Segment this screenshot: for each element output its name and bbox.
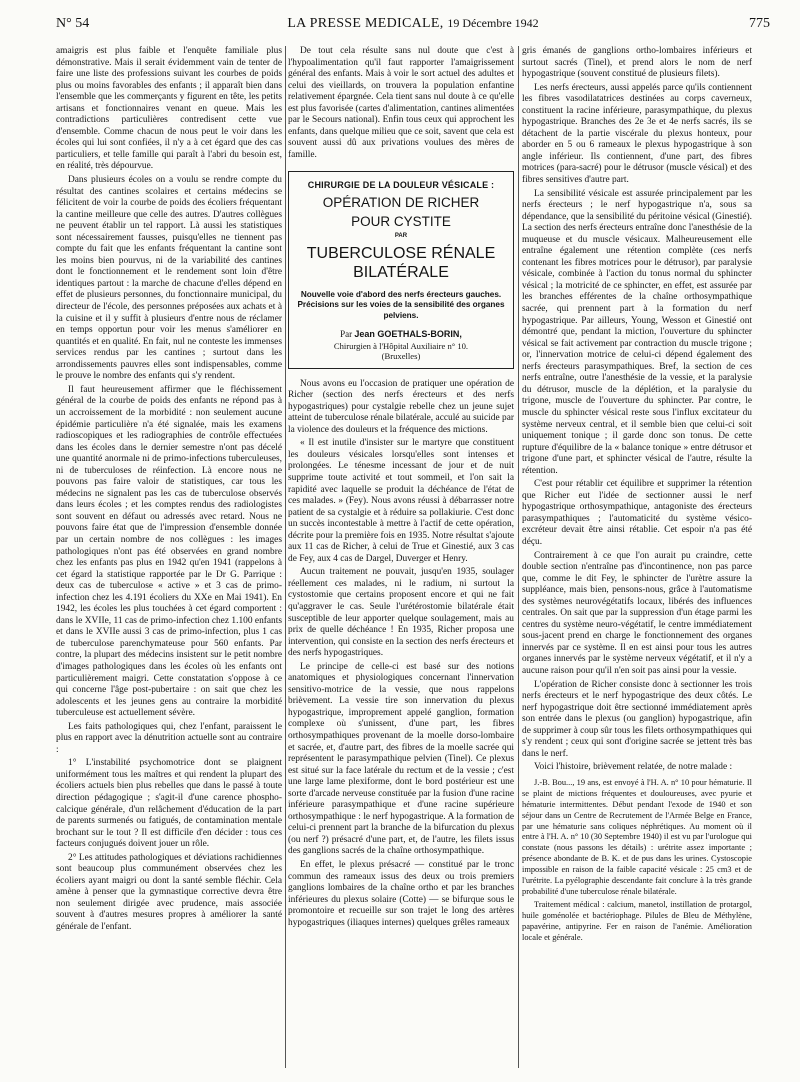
issue-date: 19 Décembre 1942 <box>447 16 539 30</box>
paragraph: Le principe de celle-ci est basé sur des notions anatomiques et physiologiques concernant l'innervation sensitivo-motrice de la vessie, que nous rappelons brièvement. La vessie tire son innervation du plexus hypogastrique, improprement appelé ganglion, formation complexe où s'unissent, d'une part, les fibres orthosympathiques provenant de la moelle dorso-lombaire et sacrée, et, d'autre part, des fibres de la moelle sacrée qui représentent le parasympathique pelvien (Tinel). Ce plexus est situé sur la face latérale du rectum et de la vessie ; c'est une large lame plexiforme, dont le bord postérieur est une sorte d'arcade nerveuse constituée par la fusion d'une racine inférieure parasympathique et d'une racine supérieure orthosympathique : le nerf hypogastrique. A la formation de celui-ci prennent part la branche de la bifurcation du plexus (ou nerf ?) présacré d'une part, et, de l'autre, les filets issus des ganglions sacrés de la chaîne orthosympathique. <box>288 661 514 857</box>
paragraph: « Il est inutile d'insister sur le martyre que constituent les douleurs vésicales lorsqu'elles sont intenses et prolongées. Le ténesme incessant de jour et de nuit supprime toute activité et tout sommeil, et l'on sait la rapidité avec laquelle se produit la déchéance de l'état de ces malades. » (Fey). Nous avons réussi à débarrasser notre patient de sa cystalgie et à réduire sa pollakiurie. C'est donc un succès incontestable à mettre à l'actif de cette opération, décrite pour la première fois en 1935. Notre résultat s'ajoute aux 11 cas de Richer, à celui de True et Ginestié, aux 3 cas de Fey, aux 4 cas de Dargel, Duverger et Henry. <box>288 438 514 564</box>
paragraph: Voici l'histoire, brièvement relatée, de notre malade : <box>534 762 733 773</box>
author-affiliation: Chirurgien à l'Hôpital Auxiliaire n° 10. <box>333 340 469 351</box>
case-report: J.-B. Bou..., 19 ans, est envoyé à l'H. A. n° 10 pour hématurie. Il se plaint de mictions fréquentes et douloureuses, avec pyurie et hématurie intermittentes. Début pendant l'exode de 1940 et son séjour dans un Centre de Recrutement de l'Armée Belge en France, par une hématurie sans coliques néphrétiques. Au moment où il entre à l'H. A. n° 10 (30 Septembre 1940) il est vu par l'urologue qui constate (nous passons les détails) : urétrite assez importante ; présence abondante de B. K. et de pus dans les urines. Cystoscopie impossible en raison de la faible capacité vésicale : 25 cm3 et de l'urétrite. La pyélographie descendante fait conclure à la très grande probabilité d'une tuberculose rénale bilatérale. <box>522 777 752 896</box>
paragraph: La sensibilité vésicale est assurée principalement par les nerfs érecteurs ; le nerf hypogastrique n'a, sous sa dépendance, que la sensibilité du péritoine vésical (Ginestié). La section des nerfs érecteurs entraîne donc l'anesthésie de la muqueuse et du muscle vésicaux. Malheureusement elle entraîne également une rétention complète (ces nerfs contenant les fibres motrices pour le détrusor), par paralysie vésicale, combinée à l'action du tonus normal du sphincter vésical ; la motricité de ce sphincter, en effet, est assurée par les branches efférentes de la chaîne orthosympathique sacrée, qui prennent part à la formation du nerf hypogastrique. Par ailleurs, Young, Wesson et Ginestié ont démontré que, pendant la miction, l'ouverture du sphincter vésical se fait activement par contraction du muscle trigone ; or, l'innervation motrice de celui-ci dépend également des nerfs érecteurs parasympathiques. Bref, la section de ces nerfs entraîne, outre l'anesthésie de la vessie, et la paralysie du détrusor, muscle de la déplétion, et la paralysie du trigone, muscle de l'ouverture du sphincter. Par contre, le muscle du sphincter vésical reste sous l'influx excitateur du système nerveux central, et il semble bien que celui-ci soit uniquement tonique ; il garde donc son tonus. De cette rupture d'équilibre de la « balance tonique » entre détrusor et trigone d'une part, et sphincter vésical de l'autre, résulte la rétention. <box>522 188 752 476</box>
article-kicker: CHIRURGIE DE LA DOULEUR VÉSICALE : <box>307 180 495 191</box>
issue-number: N° 54 <box>56 16 90 31</box>
paragraph: Les faits pathologiques qui, chez l'enfant, paraissent le plus en rapport avec la dénutrition actuelle sont au contraire : <box>56 721 282 755</box>
paragraph: De tout cela résulte sans nul doute que c'est à l'hypoalimentation qu'il faut rapporter l'amaigrissement général des enfants. Mais à voir le sort actuel des adultes et celui des vieillards, on trouvera la population enfantine relativement épargnée. Cela tient sans nul doute à ce qu'elle est plus favorisée (cartes d'alimentation, cantines alimentées par le Secours national). Enfin tous ceux qui approchent les enfants, dans quelque milieu que ce soit, savent que cela est souvent aussi dû aux privations voulues des mères de famille. <box>288 46 514 160</box>
masthead <box>56 16 770 32</box>
article-title-line: BILATÉRALE <box>353 263 449 281</box>
article-title-line: OPÉRATION DE RICHER <box>322 195 480 211</box>
column-1 <box>56 46 282 1068</box>
paragraph: gris émanés de ganglions ortho-lombaires inférieurs et surtout sacrés (Tinel), et prend alors le nom de nerf hypogastrique (souvent constitué de plusieurs filets). <box>522 46 752 80</box>
article-par: PAR <box>394 233 408 240</box>
paragraph: Aucun traitement ne pouvait, jusqu'en 1935, soulager réellement ces malades, ni le radium, ni surtout la cystostomie que certains proposent encore et qui ne fait qu'aggraver le cas. Seule l'urétérostomie bilatérale était susceptible de leur apporter quelque soulagement, mais au prix de quelle déchéance ! En 1935, Richer proposa une intervention, qui consiste en la section des nerfs érecteurs et des nerfs hypogastriques. <box>288 567 514 659</box>
article-subtitle: Nouvelle voie d'abord des nerfs érecteurs gauches. Précisions sur les voies de la sensibilité des organes pelviens. <box>297 289 505 320</box>
article-title-line: POUR CYSTITE <box>351 214 451 230</box>
author-city: (Bruxelles) <box>381 351 421 362</box>
article-title-line: TUBERCULOSE RÉNALE <box>306 244 496 262</box>
paragraph: Contrairement à ce que l'on aurait pu craindre, cette double section n'entraîne pas d'incontinence, non pas parce que, comme le dit Fey, le sphincter de l'urètre assure la suppléance, mais bien, pensons-nous, grâce à l'automatisme des systèmes neurovégétatifs locaux, libérés des influences centrales. On sait que par la suppression d'un étage parmi les centres du système neuro-végétatif, le centre immédiatement sous-jacent prend en charge le fonctionnement des organes innervés par ce système. Il en est ainsi pour tous les autres organes innervés par le système nerveux végétatif, et il n'y a aucune raison pour qu'il n'en soit pas ainsi pour la vessie. <box>522 550 752 676</box>
paragraph: En effet, le plexus présacré — constitué par le tronc commun des rameaux issus des deux ou trois premiers ganglions lombaires de la chaîne ortho et par les branches inférieures du plexus solaire (Cotte) — se bifurque sous le promontoire et recueille sur son trajet le long des artères hypogastriques (iliaques internes) quelques grêles rameaux <box>288 860 514 928</box>
author-prefix: Par <box>340 329 353 340</box>
paragraph: 2° Les attitudes pathologiques et déviations rachidiennes sont beaucoup plus communément observées chez les écoliers ayant maigri ou dont la santé semble fléchir. Cela amène à penser que la gymnastique corrective devra être non seulement dirigée avec prudence, mais associée souvent à d'autres mesures propres à améliorer la santé générale de l'enfant. <box>56 852 282 933</box>
column-divider <box>518 46 519 1068</box>
page-header <box>56 16 770 36</box>
page-number: 775 <box>749 16 770 31</box>
paragraph: Dans plusieurs écoles on a voulu se rendre compte du résultat des cantines scolaires et certains médecins se félicitent de voir la courbe de poids des écoliers fréquentant la cantine meilleure que celle des autres. D'autres collègues ne peuvent établir un tel rapport. Là aussi les statistiques sont nécessairement fausses, puisqu'elles ne tiennent pas compte du fait que les enfants fréquentant la cantine sont les moins bien pourvus, ni de la variabilité des cantines dont le fonctionnement et le rendement sont loin d'être identiques partout : la marche de chacune d'elles dépend en effet de plusieurs personnes, du fonctionnaire municipal, du directeur de l'école, des personnes préposées aux achats et à la cuisine et il y suffit à plusieurs d'entre nous de réclamer en temps opportun pour voir les menus s'améliorer en quantités et en qualité. En fait, nul ne conteste les immenses services rendus par les cantines ; surtout dans les arrondissements pauvres elles sont indispensables, comme le prouve le nombre des enfants qui s'y rendent. <box>56 175 282 382</box>
paragraph: 1° L'instabilité psychomotrice dont se plaignent uniformément tous les maîtres et qui rendent la plupart des écoliers actuels bien plus rebelles que dans le passé à toute direction pédagogique ; s'agit-il d'une carence phospho-calcique générale, d'un relâchement d'éducation de la part de parents surmenés ou fatigués, de contamination mentale brochant sur le tout ? Il est difficile d'en décider : tous ces facteurs conjugués doivent jouer un rôle. <box>56 758 282 850</box>
paragraph: Nous avons eu l'occasion de pratiquer une opération de Richer (section des nerfs érecteurs et des nerfs hypogastriques) pour cystalgie rebelle chez un jeune sujet atteint de tuberculose rénale bilatérale, acculé au suicide par la violence des douleurs et la fréquence des mictions. <box>288 378 514 435</box>
author-name: Jean GOETHALS-BORIN, <box>354 329 462 340</box>
treatment-note: Traitement médical : calcium, manetol, instillation de protargol, huile goménolée et bactériophage. Pilules de Bleu de Méthylène, papavérine, antipyrine. Fer en raison de l'anémie. Amélioration locale et générale. <box>522 899 752 942</box>
article-author <box>295 329 507 341</box>
paragraph: Les nerfs érecteurs, aussi appelés parce qu'ils contiennent les fibres vasodilatatrices destinées au corps caverneux, constituent la racine inférieure, parasympathique, du plexus hypogastrique. Branches des 2e 3e et 4e nerfs sacrés, ils se détachent de la partie viscérale du plexus honteux, pour aborder en 5 ou 6 rameaux le plexus hypogastrique à son angle inférieur. Ils contiennent, d'une part, des fibres motrices (para-sacré) pour le détrusor (muscle vésical) et des fibres sensitives d'autre part. <box>522 82 752 186</box>
paragraph: C'est pour rétablir cet équilibre et supprimer la rétention que Richer eut l'idée de sectionner aussi le nerf hypogastrique orthosympathique, antagoniste des érecteurs parasympathiques ; l'automaticité du système vésico-excréteur devait être ainsi rétablie. Cet espoir n'a pas été déçu. <box>522 479 752 547</box>
column-2 <box>288 46 514 1068</box>
journal-title: LA PRESSE MEDICALE, <box>287 16 444 31</box>
column-divider <box>285 46 286 1068</box>
paragraph: Il faut heureusement affirmer que le fléchissement général de la courbe de poids des enfants ne répond pas à un accroissement de la morbidité : non seulement aucune épidémie particulière n'a été signalée, mais les examens radioscopiques et les radiographies de contrôle effectuées dans les écoles dans le dernier semestre n'ont pas décelé une quantité anormale ni de primo-infections tuberculeuses, ni de tuberculoses de réinfection. Là encore nous ne pouvons pas faire valoir de statistiques, car tous les médecins ne signalent pas les cas de tuberculose observés dans leurs écoles ; et les comptes rendus des radiologistes sont souvent en défaut ou adressés avec retard. Nous ne pouvons faire état que de l'impression d'ensemble donnée par un certain nombre de nos collègues : les images pathologiques n'ont pas été observées en grand nombre chez les enfants pas plus en 1942 qu'en 1941 (rappelons à cet égard la statistique rapportée par le Dr G. Parrique : deux cas de tuberculose « active » et 3 cas de primo-infection chez les 4.191 écoliers du XXe en Mai 1941). En 1942, les écoles les plus touchées à cet égard comportent : dans le XVIIe, 11 cas de primo-infection chez 1.100 enfants et dans le XVIIe aussi 3 cas de primo-infection, plus 1 cas de tuberculose parenchymateuse pour 560 enfants. Par contre, la plupart des médecins insistent sur le petit nombre d'images pathologiques dans les écoles où les enfants ont particulièrement maigri. Cette constatation s'oppose à ce qui concerne l'âge post-pubertaire : on sait que chez les adolescents et les jeunes gens au contraire la morbidité tuberculeuse est actuellement sévère. <box>56 384 282 719</box>
article-title-box <box>288 171 514 368</box>
paragraph: L'opération de Richer consiste donc à sectionner les trois nerfs érecteurs et le nerf hypogastrique des deux côtés. Le nerf hypogastrique doit être sectionné immédiatement après son entrée dans le plexus (ou ganglion) hypogastrique, afin de supprimer à coup sûr tous les filets orthosympathiques qui s'y rendent ; ceux qui sont d'origine sacrée se jettent très bas dans le nerf. <box>522 679 752 759</box>
paragraph: amaigris est plus faible et l'enquête familiale plus démonstrative. Mais il serait évidemment vain de tenter de faire une liste des professions suivant les courbes de poids plus ou moins favorables des enfants ; il apparaît bien dans l'ensemble que les commerçants y figurent en tête, les petits artisans et fonctionnaires venant en queue. Mais les contradictions particulières contredisent cette vue d'ensemble. Comme chacun de nous peut le voir dans les écoles qui lui sont confiées, il n'y a à cet égard que des cas particuliers, et telle famille qui paraît à l'abri du besoin est, en réalité, très dépourvue. <box>56 46 282 172</box>
column-3 <box>522 46 752 1068</box>
